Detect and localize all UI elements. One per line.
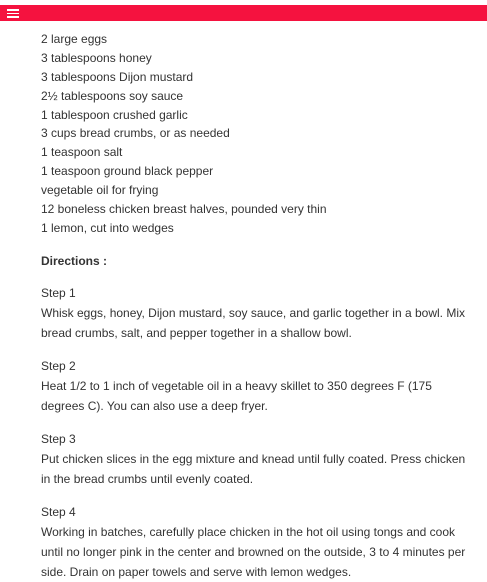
step-text: Working in batches, carefully place chicken in the hot oil using tongs and cook until no longer pink in the center and browned on the outside, 3 to 4 minutes per side. Drain on paper towels and serve with lemon wedges. xyxy=(41,524,466,579)
ingredient-item: vegetable oil for frying xyxy=(41,183,159,198)
hamburger-menu-icon[interactable] xyxy=(7,7,19,19)
step-1 xyxy=(41,284,471,343)
ingredient-item: 1 teaspoon ground black pepper xyxy=(41,164,214,179)
directions-heading: Directions : xyxy=(41,253,108,268)
ingredient-item: 2½ tablespoons soy sauce xyxy=(41,88,184,103)
step-label: Step 4 xyxy=(41,504,76,519)
ingredient-item: 1 lemon, cut into wedges xyxy=(41,220,174,235)
ingredient-item: 3 tablespoons honey xyxy=(41,50,152,65)
ingredient-item: 3 tablespoons Dijon mustard xyxy=(41,69,194,84)
step-text: Whisk eggs, honey, Dijon mustard, soy sauce, and garlic together in a bowl. Mix bread crumbs, salt, and pepper together in a shallow bowl. xyxy=(41,305,465,340)
step-text: Heat 1/2 to 1 inch of vegetable oil in a heavy skillet to 350 degrees F (175 degrees C). You can also use a deep fryer. xyxy=(41,378,432,413)
ingredient-item: 1 tablespoon crushed garlic xyxy=(41,107,188,122)
step-2 xyxy=(41,357,471,416)
step-label: Step 1 xyxy=(41,285,76,300)
ingredient-item: 12 boneless chicken breast halves, pounded very thin xyxy=(41,202,327,217)
step-3 xyxy=(41,430,471,489)
step-4 xyxy=(41,503,471,582)
recipe-content xyxy=(41,30,471,582)
ingredient-item: 3 cups bread crumbs, or as needed xyxy=(41,126,230,141)
step-label: Step 2 xyxy=(41,358,76,373)
step-label: Step 3 xyxy=(41,431,76,446)
navbar xyxy=(0,5,487,21)
ingredient-item: 1 teaspoon salt xyxy=(41,145,123,160)
ingredients-list xyxy=(41,30,471,238)
step-text: Put chicken slices in the egg mixture and knead until fully coated. Press chicken in the bread crumbs until evenly coated. xyxy=(41,451,466,486)
ingredient-item: 2 large eggs xyxy=(41,32,108,46)
